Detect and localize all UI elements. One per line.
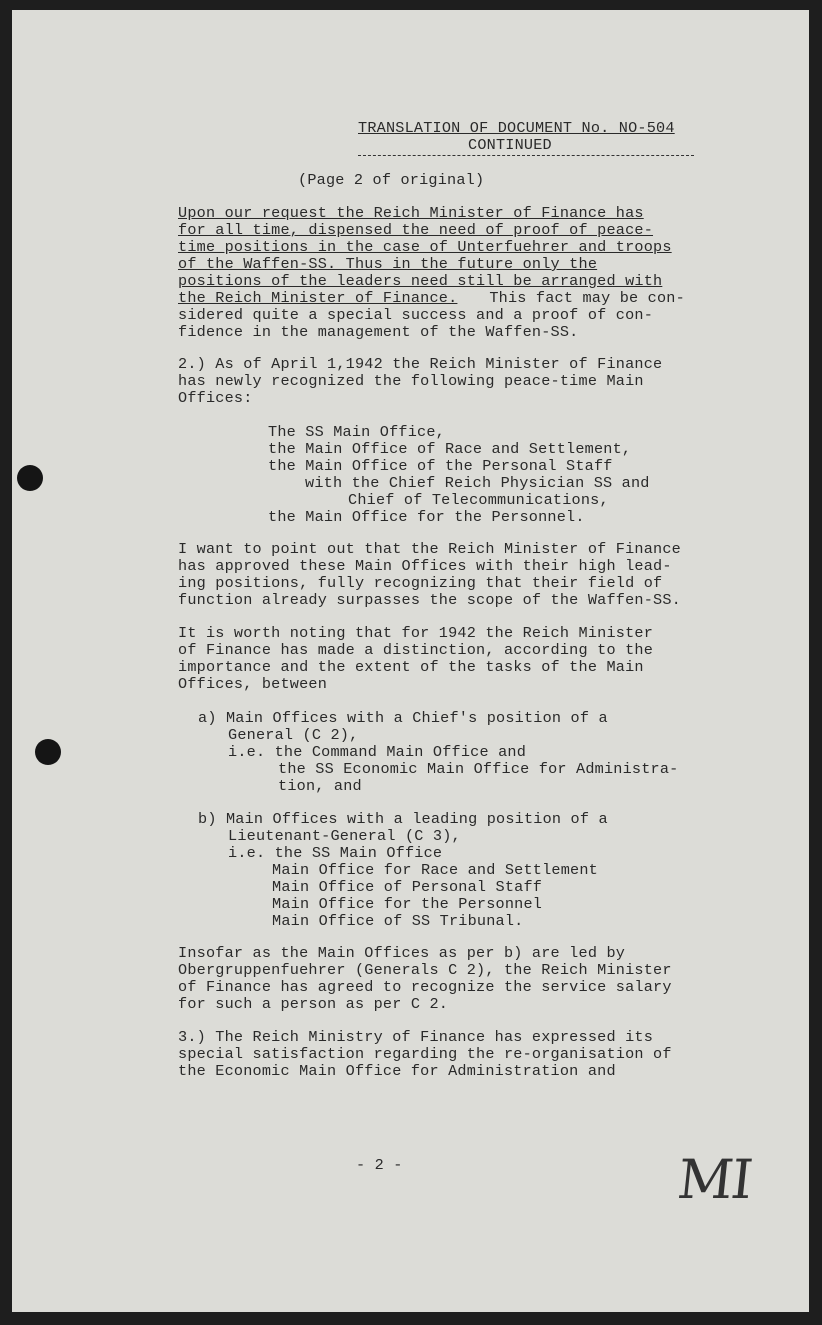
para1-line: time positions in the case of Unterfuehrer and troops	[178, 238, 672, 256]
list-b-line: Lieutenant-General (C 3),	[228, 827, 461, 845]
para2-line: Offices:	[178, 389, 253, 407]
para1-line: for all time, dispensed the need of proof of peace-	[178, 221, 654, 239]
office-list-item: Chief of Telecommunications,	[348, 491, 609, 509]
para5-line: for such a person as per C 2.	[178, 995, 449, 1013]
para1-line: of the Waffen-SS. Thus in the future only the	[178, 255, 598, 273]
list-a-line: General (C 2),	[228, 726, 359, 744]
office-list-item: the Main Office of the Personal Staff	[268, 457, 613, 475]
list-b-line: Main Office for Race and Settlement	[272, 861, 598, 879]
para3-line: has approved these Main Offices with their high lead-	[178, 557, 672, 575]
para5-line: Obergruppenfuehrer (Generals C 2), the Reich Minister	[178, 961, 672, 979]
para1-line: sidered quite a special success and a proof of con-	[178, 306, 654, 324]
list-b-line: Main Office of Personal Staff	[272, 878, 543, 896]
list-b-line: Main Office for the Personnel	[272, 895, 543, 913]
document-subtitle: CONTINUED	[468, 136, 552, 154]
office-list-item: with the Chief Reich Physician SS and	[305, 474, 650, 492]
para5-line: Insofar as the Main Offices as per b) are led by	[178, 944, 626, 962]
para1-line: Upon our request the Reich Minister of Finance has	[178, 204, 644, 222]
para6-line: 3.) The Reich Ministry of Finance has expressed its	[178, 1028, 654, 1046]
list-b-line: Main Office of SS Tribunal.	[272, 912, 524, 930]
list-b-line: i.e. the SS Main Office	[228, 844, 443, 862]
list-a-line: the SS Economic Main Office for Administra-	[278, 760, 679, 778]
list-a-line: a) Main Offices with a Chief's position of a	[198, 709, 608, 727]
para4-line: of Finance has made a distinction, according to the	[178, 641, 654, 659]
page-number: - 2 -	[356, 1156, 403, 1174]
list-a-line: tion, and	[278, 777, 362, 795]
list-b-line: b) Main Offices with a leading position of a	[198, 810, 608, 828]
punch-hole-bottom	[35, 739, 61, 765]
para1-line: This fact may be con-	[480, 289, 685, 307]
para6-line: the Economic Main Office for Administration and	[178, 1062, 616, 1080]
page-reference: (Page 2 of original)	[298, 171, 485, 189]
office-list-item: The SS Main Office,	[268, 423, 445, 441]
para3-line: I want to point out that the Reich Minister of Finance	[178, 540, 681, 558]
office-list-item: the Main Office of Race and Settlement,	[268, 440, 632, 458]
para4-line: It is worth noting that for 1942 the Reich Minister	[178, 624, 654, 642]
list-a-line: i.e. the Command Main Office and	[228, 743, 527, 761]
para3-line: function already surpasses the scope of the Waffen-SS.	[178, 591, 681, 609]
para1-line: the Reich Minister of Finance.	[178, 289, 458, 307]
title-underline	[358, 155, 694, 156]
para4-line: importance and the extent of the tasks of the Main	[178, 658, 644, 676]
document-title: TRANSLATION OF DOCUMENT No. NO-504	[358, 119, 675, 137]
para1-line: positions of the leaders need still be arranged with	[178, 272, 663, 290]
para4-line: Offices, between	[178, 675, 328, 693]
para2-line: 2.) As of April 1,1942 the Reich Minister of Finance	[178, 355, 663, 373]
punch-hole-top	[17, 465, 43, 491]
para5-line: of Finance has agreed to recognize the service salary	[178, 978, 672, 996]
para6-line: special satisfaction regarding the re-organisation of	[178, 1045, 672, 1063]
para2-line: has newly recognized the following peace-time Main	[178, 372, 644, 390]
handwritten-initials: MI	[674, 1148, 754, 1211]
office-list-item: the Main Office for the Personnel.	[268, 508, 585, 526]
para1-line: fidence in the management of the Waffen-SS.	[178, 323, 579, 341]
para3-line: ing positions, fully recognizing that their field of	[178, 574, 663, 592]
